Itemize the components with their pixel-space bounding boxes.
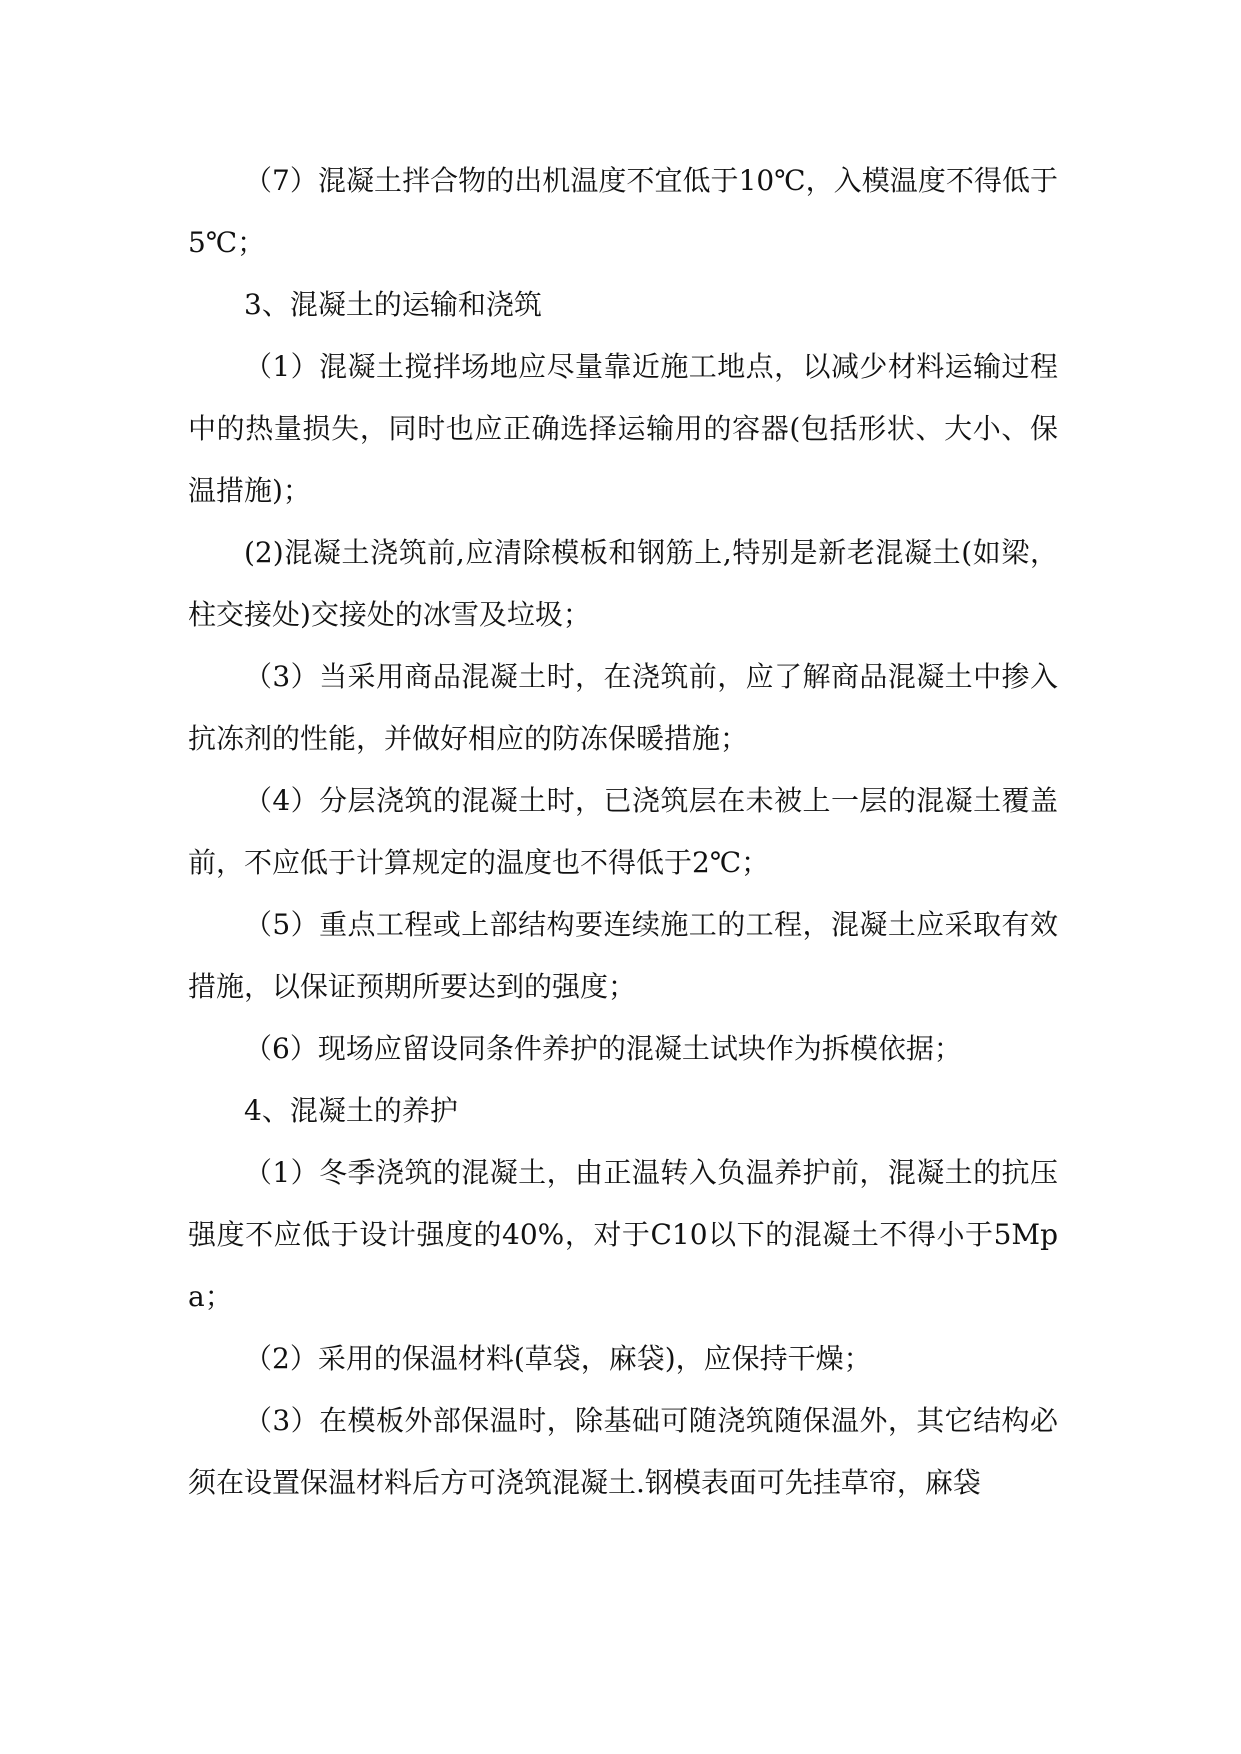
paragraph-item-6-test-blocks: （6）现场应留设同条件养护的混凝土试块作为拆模依据；	[244, 1032, 962, 1065]
paragraph-item-4-layered-pouring: （4）分层浇筑的混凝土时，已浇筑层在未被上一层的混凝土覆盖前，不应低于计算规定的温度也不得低于2℃；	[188, 784, 1058, 879]
paragraph-item-3-commercial-concrete: （3）当采用商品混凝土时，在浇筑前，应了解商品混凝土中掺入抗冻剂的性能，并做好相应的防冻保暖措施；	[188, 660, 1058, 755]
paragraph-item-1-mixing-site: （1）混凝土搅拌场地应尽量靠近施工地点，以减少材料运输过程中的热量损失，同时也应正确选择运输用的容器(包括形状、大小、保温措施)；	[188, 350, 1058, 507]
paragraph-item-2-cleaning: (2)混凝土浇筑前,应清除模板和钢筋上,特别是新老混凝土(如梁，柱交接处)交接处的冰雪及垃圾；	[188, 536, 1058, 631]
paragraph-item-1-curing-strength: （1）冬季浇筑的混凝土，由正温转入负温养护前，混凝土的抗压强度不应低于设计强度的40%，对于C10以下的混凝土不得小于5Mpa；	[188, 1156, 1058, 1313]
paragraph-item-5-key-projects: （5）重点工程或上部结构要连续施工的工程，混凝土应采取有效措施，以保证预期所要达到的强度；	[188, 908, 1058, 1003]
document-body	[188, 150, 1058, 1514]
paragraph-item-7-temperature: （7）混凝土拌合物的出机温度不宜低于10℃，入模温度不得低于5℃；	[188, 164, 1058, 259]
paragraph-item-3-formwork-insulation: （3）在模板外部保温时，除基础可随浇筑随保温外，其它结构必须在设置保温材料后方可浇筑混凝土.钢模表面可先挂草帘，麻袋	[188, 1404, 1058, 1499]
section-heading-transport-pouring: 3、混凝土的运输和浇筑	[244, 288, 542, 321]
section-heading-curing: 4、混凝土的养护	[244, 1094, 458, 1127]
paragraph-item-2-insulation-materials: （2）采用的保温材料(草袋，麻袋)，应保持干燥；	[244, 1342, 872, 1375]
